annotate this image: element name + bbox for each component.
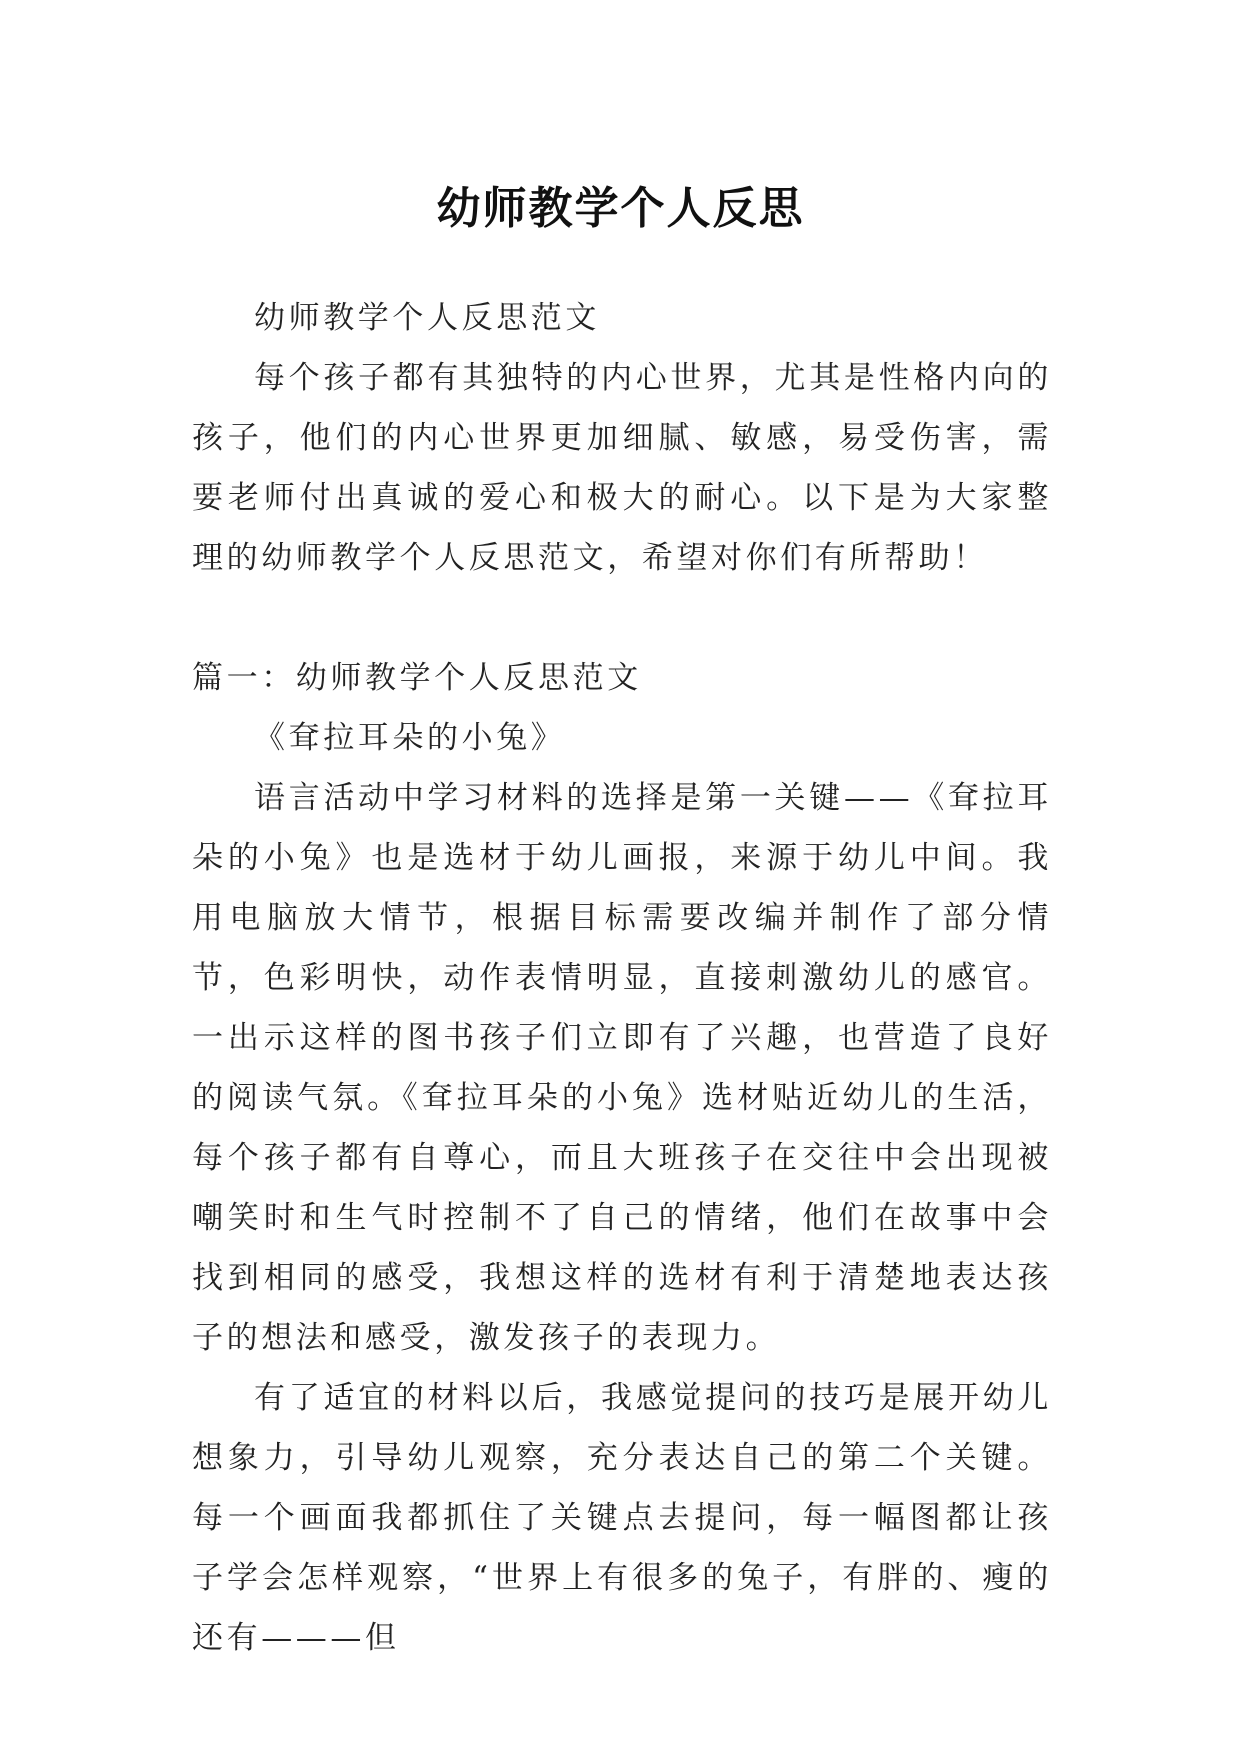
- subtitle: 幼师教学个人反思范文: [254, 300, 600, 336]
- body-paragraph-1: 语言活动中学习材料的选择是第一关键——《耷拉耳朵的小兔》也是选材于幼儿画报，来源于幼儿中间。我用电脑放大情节，根据目标需要改编并制作了部分情节，色彩明快，动作表情明显，直接刺激幼儿的感官。一出示这样的图书孩子们立即有了兴趣，也营造了良好的阅读气氛。《耷拉耳朵的小兔》选材贴近幼儿的生活，每个孩子都有自尊心，而且大班孩子在交往中会出现被嘲笑时和生气时控制不了自己的情绪，他们在故事中会找到相同的感受，我想这样的选材有利于清楚地表达孩子的想法和感受，激发孩子的表现力。: [192, 780, 1052, 1356]
- story-title: 《耷拉耳朵的小兔》: [254, 720, 566, 756]
- intro-paragraph: 每个孩子都有其独特的内心世界，尤其是性格内向的孩子，他们的内心世界更加细腻、敏感，易受伤害，需要老师付出真诚的爱心和极大的耐心。以下是为大家整理的幼师教学个人反思范文，希望对你们有所帮助！: [192, 360, 1052, 576]
- section-heading: 篇一：幼师教学个人反思范文: [192, 660, 642, 696]
- document-title: 幼师教学个人反思: [436, 183, 805, 235]
- section-spacer: [192, 588, 1052, 648]
- document-body: [192, 288, 1052, 1668]
- body-paragraph-2: 有了适宜的材料以后，我感觉提问的技巧是展开幼儿想象力，引导幼儿观察，充分表达自己的第二个关键。每一个画面我都抓住了关键点去提问，每一幅图都让孩子学会怎样观察，“世界上有很多的兔子，有胖的、瘦的还有———但: [192, 1380, 1052, 1656]
